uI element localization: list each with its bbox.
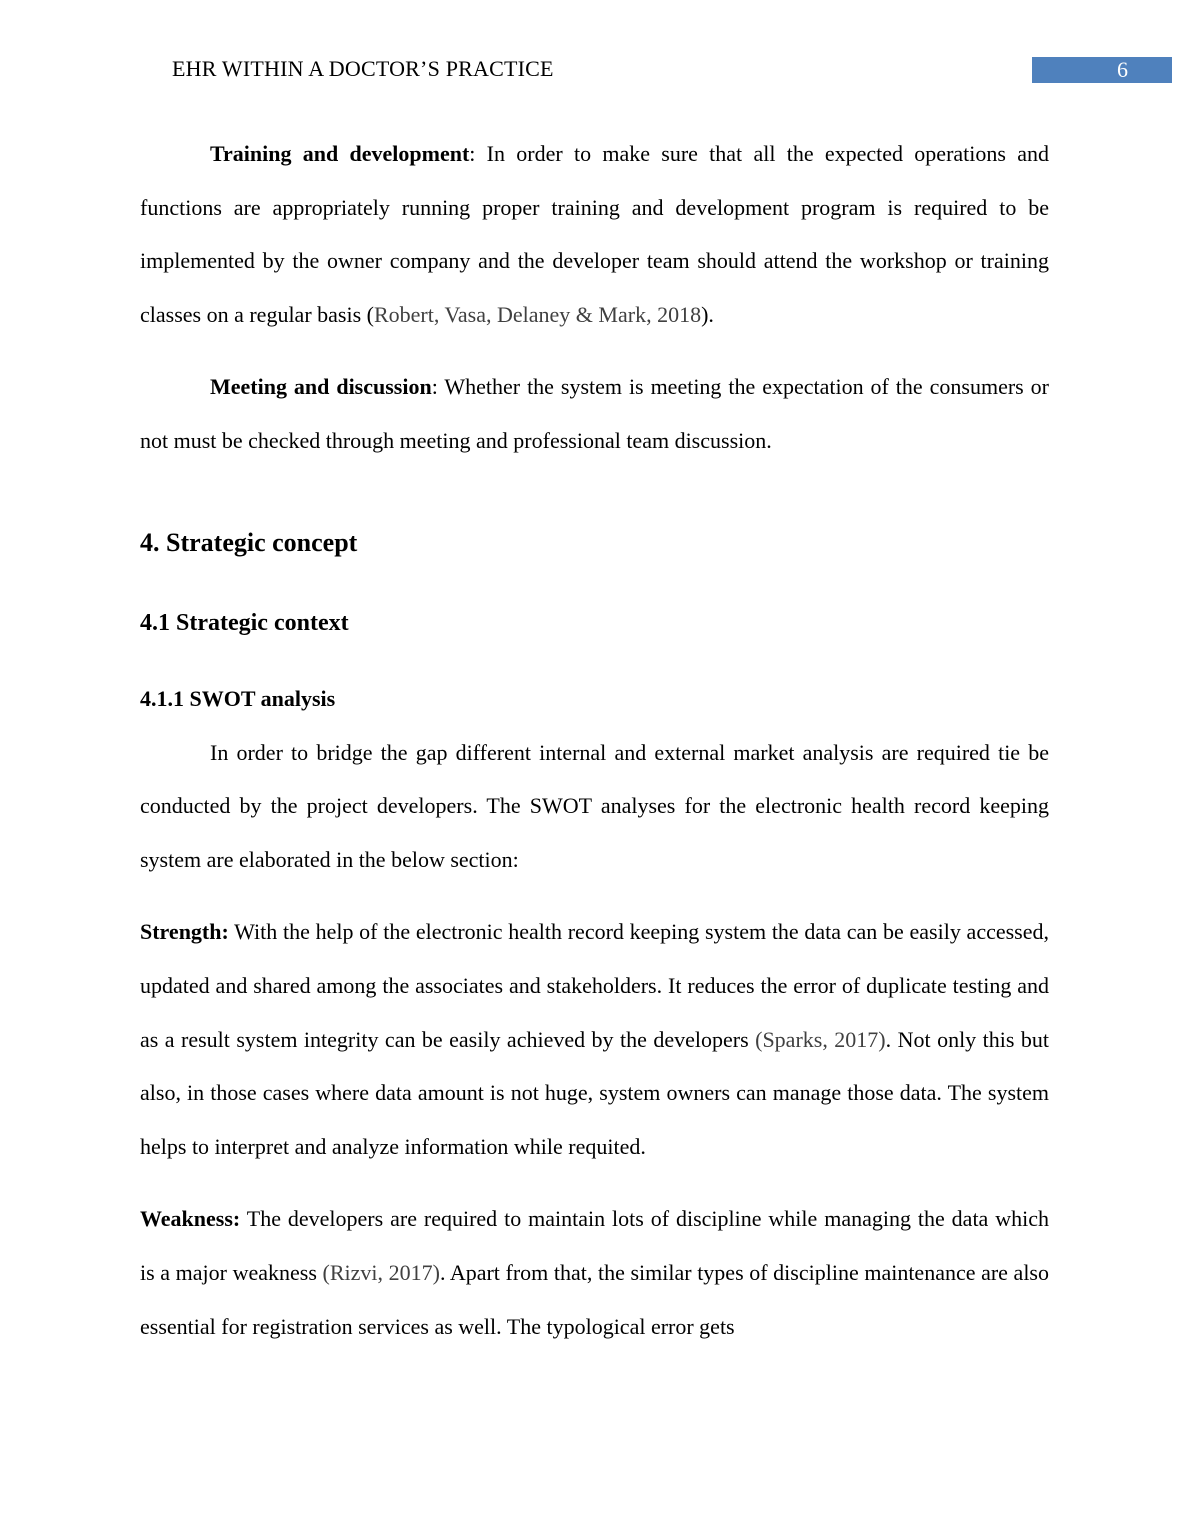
training-after: ). <box>701 301 714 327</box>
page-number-badge <box>1032 57 1172 83</box>
meeting-term: Meeting and discussion <box>210 374 432 400</box>
paragraph-weakness <box>140 1192 1049 1353</box>
heading-strategic-context: 4.1 Strategic context <box>140 609 349 636</box>
paragraph-training <box>140 127 1049 341</box>
document-body <box>140 127 1049 1353</box>
weakness-term: Weakness: <box>140 1206 241 1232</box>
strength-citation: (Sparks, 2017) <box>755 1026 886 1052</box>
paragraph-swot-intro: In order to bridge the gap different internal and external market analysis are required tie be conducted by the project developers. The SWOT analyses for the electronic health record keeping system are elaborated in the below section: <box>140 739 1049 872</box>
paragraph-meeting <box>140 360 1049 467</box>
running-header-title: EHR WITHIN A DOCTOR’S PRACTICE <box>172 56 554 81</box>
weakness-text-b: . Apart from that, the similar types of discipline maintenance are also essential for registration services as well. The typological error gets <box>140 1259 1049 1339</box>
strength-text-a: With the help of the electronic health record keeping system the data can be easily accessed, updated and shared among the associates and stakeholders. It reduces the error of duplicate testing and as a result system integrity can be easily achieved by the developers <box>140 919 1049 1052</box>
weakness-citation: (Rizvi, 2017) <box>322 1259 440 1285</box>
strength-text-b: . Not only this but also, in those cases where data amount is not huge, system owners can manage those data. The system helps to interpret and analyze information while requited. <box>140 1026 1050 1159</box>
meeting-text: Whether the system is meeting the expectation of the consumers or not must be checked through meeting and professional team discussion. <box>140 374 1049 453</box>
training-term: Training and development <box>210 141 470 166</box>
weakness-text-a: The developers are required to maintain lots of discipline while managing the data which is a major weakness <box>140 1206 1049 1285</box>
training-citation: Robert, Vasa, Delaney & Mark, 2018 <box>373 301 702 327</box>
meeting-colon: : <box>431 374 438 400</box>
heading-strategic-concept: 4. Strategic concept <box>140 527 358 557</box>
training-colon: : <box>469 141 476 166</box>
heading-swot-analysis: 4.1.1 SWOT analysis <box>140 685 336 711</box>
strength-term: Strength: <box>140 919 229 945</box>
page-number: 6 <box>1117 57 1128 82</box>
training-text: In order to make sure that all the expected operations and functions are appropriately running proper training and development program is required to be implemented by the owner company and the developer team should attend the workshop or training classes on a regular basis ( <box>140 141 1049 327</box>
paragraph-strength <box>140 905 1049 1173</box>
